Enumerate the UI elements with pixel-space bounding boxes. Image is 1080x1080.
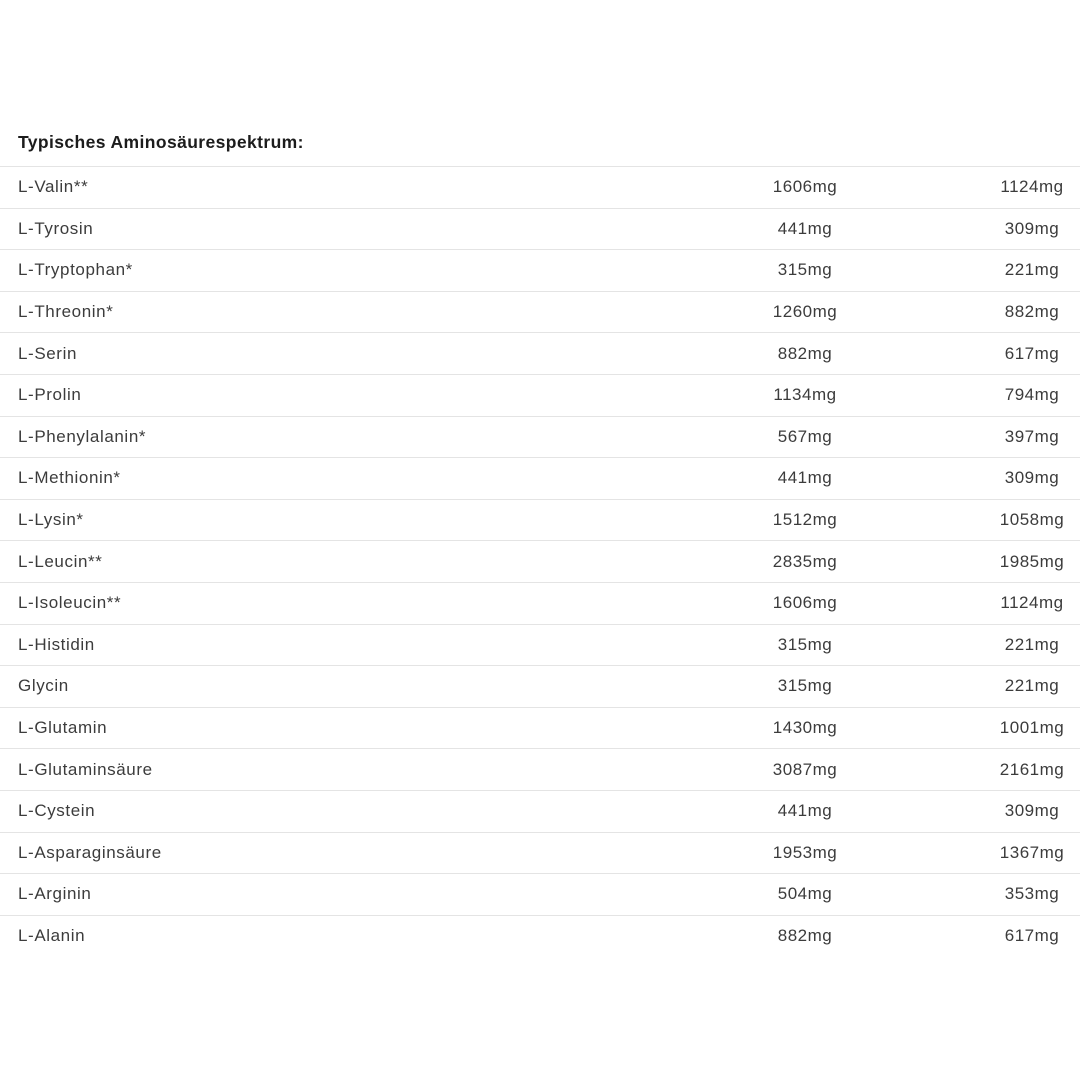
amount-col-2: 221mg xyxy=(1004,634,1060,654)
amino-acid-name: L-Prolin xyxy=(18,385,82,405)
amount-col-2: 1124mg xyxy=(1000,593,1064,613)
amino-acid-table xyxy=(0,166,1080,956)
amino-acid-name: L-Lysin* xyxy=(18,510,84,530)
table-row xyxy=(0,748,1080,790)
amount-col-1: 3087mg xyxy=(772,759,838,779)
amount-col-1: 504mg xyxy=(777,884,833,904)
table-row xyxy=(0,457,1080,499)
amino-acid-name: L-Tryptophan* xyxy=(18,260,133,280)
amino-acid-name: L-Glutamin xyxy=(18,718,108,738)
amino-acid-name: L-Leucin** xyxy=(18,551,103,571)
amount-col-2: 309mg xyxy=(1004,468,1060,488)
table-row xyxy=(0,665,1080,707)
amount-col-2: 2161mg xyxy=(999,759,1065,779)
amount-col-1: 441mg xyxy=(777,468,833,488)
amount-col-1: 1134mg xyxy=(773,385,837,405)
amount-col-2: 1001mg xyxy=(999,718,1065,738)
amino-acid-name: L-Methionin* xyxy=(18,468,121,488)
amino-acid-name: L-Arginin xyxy=(18,884,92,904)
table-row xyxy=(0,624,1080,666)
amount-col-2: 1058mg xyxy=(999,510,1065,530)
table-row xyxy=(0,332,1080,374)
table-row xyxy=(0,166,1080,208)
amount-col-2: 1124mg xyxy=(1000,177,1064,197)
amount-col-1: 315mg xyxy=(777,260,833,280)
amino-acid-name: L-Glutaminsäure xyxy=(18,759,153,779)
amino-acid-name: L-Alanin xyxy=(18,925,86,945)
amount-col-2: 1985mg xyxy=(999,551,1065,571)
amount-col-2: 617mg xyxy=(1004,925,1060,945)
table-row xyxy=(0,873,1080,915)
amino-acid-name: L-Phenylalanin* xyxy=(18,426,147,446)
amount-col-1: 1512mg xyxy=(772,510,838,530)
amount-col-2: 309mg xyxy=(1004,218,1060,238)
table-row xyxy=(0,832,1080,874)
amino-acid-name: Glycin xyxy=(18,676,69,696)
table-row xyxy=(0,291,1080,333)
amino-acid-name: L-Tyrosin xyxy=(18,218,94,238)
table-row xyxy=(0,915,1080,957)
table-row xyxy=(0,208,1080,250)
table-row xyxy=(0,707,1080,749)
amount-col-1: 1430mg xyxy=(772,718,838,738)
amount-col-1: 882mg xyxy=(777,343,833,363)
amount-col-2: 309mg xyxy=(1004,801,1060,821)
table-row xyxy=(0,249,1080,291)
amino-acid-name: L-Cystein xyxy=(18,801,96,821)
table-row xyxy=(0,374,1080,416)
amount-col-1: 1260mg xyxy=(772,302,838,322)
amount-col-2: 221mg xyxy=(1004,260,1060,280)
table-row xyxy=(0,499,1080,541)
amino-acid-name: L-Isoleucin** xyxy=(18,593,122,613)
amino-acid-name: L-Asparaginsäure xyxy=(18,842,162,862)
table-row xyxy=(0,416,1080,458)
amount-col-2: 1367mg xyxy=(999,842,1065,862)
amino-acid-name: L-Histidin xyxy=(18,634,95,654)
amount-col-2: 221mg xyxy=(1004,676,1060,696)
table-row xyxy=(0,582,1080,624)
amount-col-1: 315mg xyxy=(777,634,833,654)
amount-col-1: 882mg xyxy=(777,925,833,945)
amount-col-2: 353mg xyxy=(1004,884,1060,904)
table-row xyxy=(0,540,1080,582)
amount-col-1: 441mg xyxy=(777,218,833,238)
amount-col-1: 1606mg xyxy=(772,177,838,197)
amino-acid-name: L-Serin xyxy=(18,343,78,363)
amino-acid-name: L-Threonin* xyxy=(18,302,114,322)
amino-acid-name: L-Valin** xyxy=(18,177,89,197)
amount-col-1: 2835mg xyxy=(772,551,838,571)
table-row xyxy=(0,790,1080,832)
amount-col-1: 1953mg xyxy=(772,842,838,862)
amount-col-1: 441mg xyxy=(777,801,833,821)
amount-col-1: 315mg xyxy=(777,676,833,696)
amount-col-2: 794mg xyxy=(1004,385,1060,405)
amount-col-2: 617mg xyxy=(1004,343,1060,363)
amount-col-1: 567mg xyxy=(777,426,833,446)
amount-col-2: 882mg xyxy=(1004,302,1060,322)
amount-col-2: 397mg xyxy=(1004,426,1060,446)
amount-col-1: 1606mg xyxy=(772,593,838,613)
section-title: Typisches Aminosäurespektrum: xyxy=(18,132,304,152)
